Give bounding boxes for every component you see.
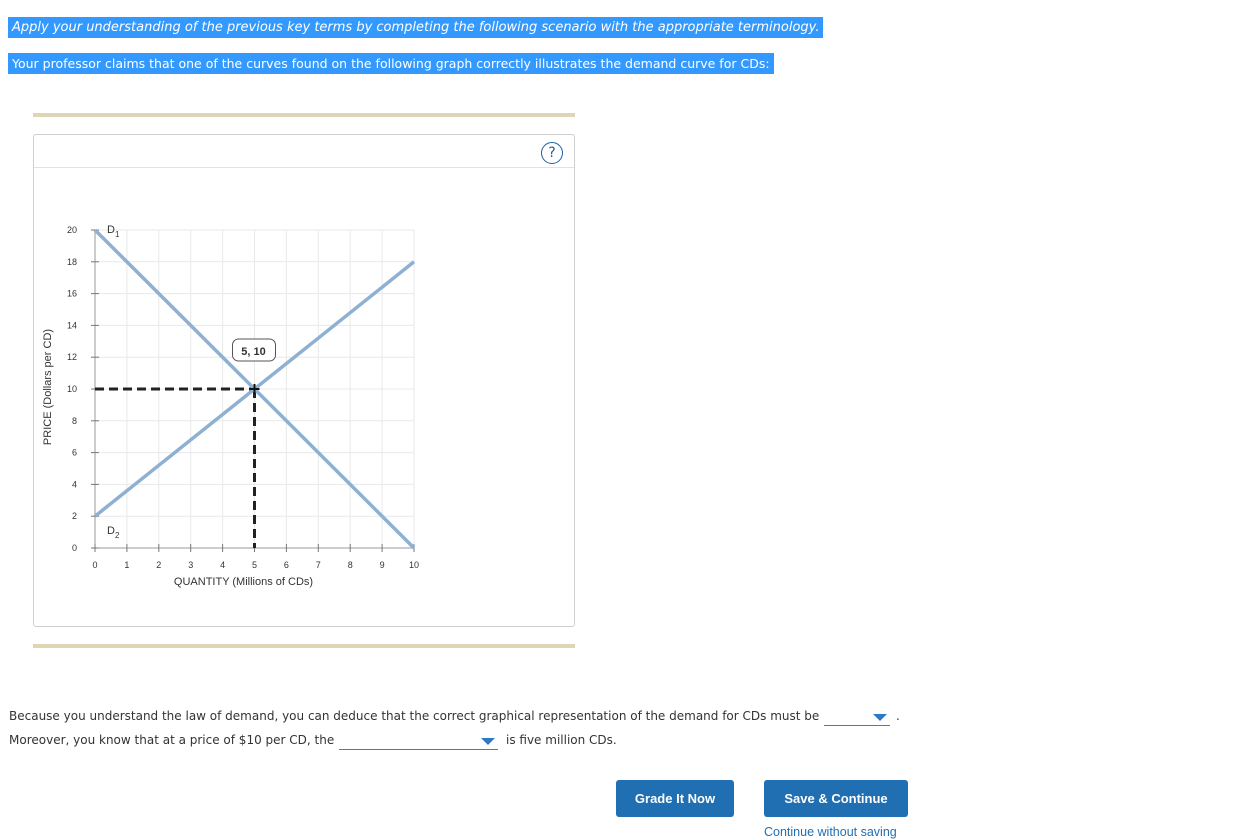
question-1-end: . — [896, 709, 900, 723]
continue-without-saving-link[interactable]: Continue without saving — [764, 825, 897, 839]
x-tick-label: 8 — [347, 560, 353, 570]
instruction-professor: Your professor claims that one of the curves found on the following graph correctly illustrates the demand curve for CDs: — [8, 53, 774, 74]
instruction-apply: Apply your understanding of the previous key terms by completing the following scenario with the appropriate terminology. — [8, 17, 823, 38]
y-tick-label: 14 — [66, 320, 77, 331]
x-tick-label: 3 — [188, 560, 194, 570]
chevron-down-icon — [873, 714, 887, 721]
y-tick-label: 4 — [71, 479, 77, 490]
y-tick-label: 16 — [66, 288, 77, 299]
curve-label-sub: 2 — [114, 531, 120, 541]
grade-it-now-button[interactable]: Grade It Now — [616, 780, 734, 817]
x-tick-label: 9 — [379, 560, 385, 570]
y-tick-label: 8 — [71, 415, 77, 426]
save-continue-button[interactable]: Save & Continue — [764, 780, 908, 817]
x-tick-label: 2 — [156, 560, 162, 570]
point-label: 5, 10 — [241, 346, 266, 358]
y-tick-label: 12 — [66, 352, 77, 363]
top-divider — [33, 113, 575, 117]
question-2-end: is five million CDs. — [506, 733, 617, 747]
x-tick-label: 5 — [251, 560, 258, 570]
y-tick-label: 6 — [71, 447, 77, 458]
x-axis-title: QUANTITY (Millions of CDs) — [173, 576, 314, 588]
x-tick-label: 10 — [408, 560, 420, 570]
help-icon[interactable]: ? — [541, 142, 563, 164]
y-tick-label: 2 — [71, 511, 77, 522]
y-tick-label: 20 — [66, 225, 77, 235]
question-2: Moreover, you know that at a price of $10 per CD, the — [9, 733, 335, 747]
curve-label-main: D — [107, 224, 115, 236]
x-tick-label: 0 — [92, 560, 98, 570]
graph-panel — [33, 134, 575, 627]
curve-label-d2 — [107, 525, 120, 540]
y-tick-label: 0 — [71, 543, 77, 553]
bottom-divider — [33, 644, 575, 648]
chevron-down-icon — [481, 738, 495, 745]
demand-chart — [34, 135, 574, 626]
y-tick-label: 18 — [66, 256, 77, 267]
curve-label-sub: 1 — [114, 230, 120, 239]
curve-label-main: D — [107, 525, 115, 538]
x-tick-label: 4 — [220, 560, 226, 570]
question-1 — [9, 709, 819, 723]
y-axis-title: PRICE (Dollars per CD) — [42, 328, 54, 446]
x-tick-label: 7 — [315, 560, 321, 570]
term-dropdown[interactable] — [339, 733, 498, 750]
x-tick-label: 1 — [124, 560, 130, 570]
x-tick-label: 6 — [283, 560, 289, 570]
question-1-text: Because you understand the law of demand, you can deduce that the correct graphical representation of the demand for CDs must be — [9, 709, 820, 723]
y-tick-label: 10 — [66, 384, 77, 394]
curve-label-d1 — [107, 224, 120, 239]
demand-curve-dropdown[interactable] — [824, 709, 890, 726]
